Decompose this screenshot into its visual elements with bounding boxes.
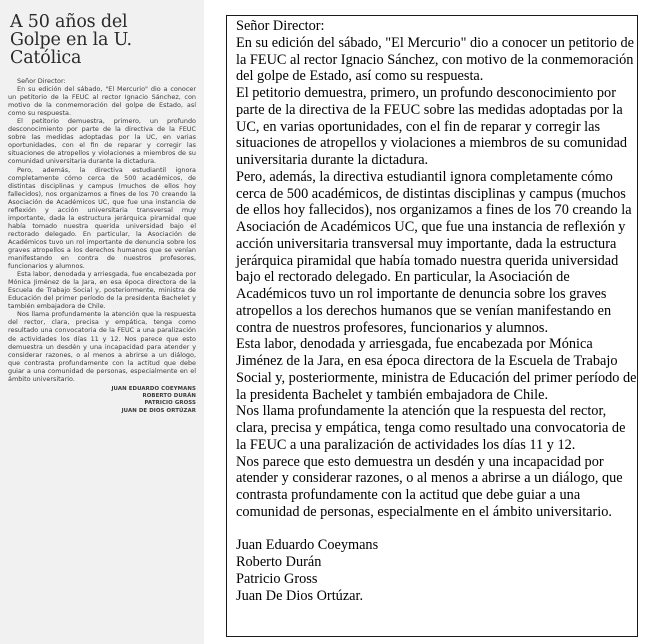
letter-paragraph: En su edición del sábado, "El Mercurio" dio a conocer un petitorio de la FEUC al rector Ignacio Sánchez, con motivo de la conmemoración del golpe de Estado, así como su respuesta. (236, 34, 634, 85)
letter-signature: Patricio Gross (236, 570, 318, 587)
letter-paragraph: Pero, además, la directiva estudiantil ignora completamente cómo cerca de 500 académicos, de distintas disciplinas y campus (muchos de ellos hoy fallecidos), nos organizamos a fines de los 70 creando la Asociación de Académicos UC, que fue una instancia de reflexión y acción universitaria transversal muy importante, dada la estructura jerárquica piramidal que había tomado nuestra querida universidad bajo el rectorado delegado. En particular, la Asociación de Académicos tuvo un rol importante de denuncia sobre los graves atropellos a los derechos humanos que se venían manifestando en contra de nuestros profesores, funcionarios y alumnos. (236, 168, 632, 336)
clipping-headline (10, 13, 196, 67)
clipping-paragraph: Esta labor, denodada y arriesgada, fue encabezada por Mónica Jiménez de la Jara, en esa época directora de la Escuela de Trabajo Social y, posteriormente, ministra de Educación del primer período de la presidenta Bachelet y también embajadora de Chile. (8, 270, 196, 311)
clipping-signature: JUAN EDUARDO COEYMANS (111, 385, 196, 392)
letter-paragraph: Nos llama profundamente la atención que la respuesta del rector, clara, precisa y empática, tenga como resultado una convocatoria de la FEUC a una paralización de actividades los días 11 y 12. (236, 403, 626, 453)
clipping-greeting: Señor Director: (17, 77, 66, 85)
headline-line: Católica (10, 48, 82, 68)
clipping-paragraph: Nos llama profundamente la atención que la respuesta del rector, clara, precisa y empática, tenga como resultado una convocatoria de la FEUC a una paralización de actividades los días 11 y 12. Nos parece que esto demuestra un desdén y una incapacidad para atender y considerar razones, o al menos a abrirse a un diálogo, que contrasta profundamente con la actitud que debe guiar a una comunidad de personas, especialmente en el ámbito universitario. (8, 310, 196, 383)
letter-greeting: Señor Director: (236, 18, 325, 34)
letter-signature: Roberto Durán (236, 554, 322, 570)
clipping-signature: JUAN DE DIOS ORTÚZAR (121, 407, 196, 414)
letter-transcription (226, 15, 638, 637)
clipping-paragraph: En su edición del sábado, "El Mercurio" dio a conocer un petitorio de la FEUC al rector Ignacio Sánchez, con motivo de la conmemoración del golpe de Estado, así como su respuesta. (8, 85, 196, 118)
clipping-paragraph: El petitorio demuestra, primero, un profundo desconocimiento por parte de la directiva de la FEUC sobre las medidas adoptadas por la UC, en varias oportunidades, con el fin de reparar y corregir las situaciones de atropellos y violaciones a miembros de su comunidad universitaria durante la dictadura. (8, 117, 196, 166)
newspaper-clipping (0, 0, 204, 644)
signature-spacer (236, 521, 637, 538)
letter-signature: Juan Eduardo Coeymans (236, 537, 379, 554)
letter-paragraph: Esta labor, denodada y arriesgada, fue encabezada por Mónica Jiménez de la Jara, en esa época directora de la Escuela de Trabajo Social y, posteriormente, ministra de Educación del primer período de la presidenta Bachelet y también embajadora de Chile. (236, 336, 637, 403)
clipping-paragraph: Pero, además, la directiva estudiantil ignora completamente cómo cerca de 500 académicos, de distintas disciplinas y campus (muchos de ellos hoy fallecidos), nos organizamos a fines de los 70 creando la Asociación de Académicos UC, que fue una instancia de reflexión y acción universitaria transversal muy importante, dada la estructura jerárquica piramidal que había tomado nuestra querida universidad bajo el rectorado delegado. En particular, la Asociación de Académicos tuvo un rol importante de denuncia sobre los graves atropellos a los derechos humanos que se venían manifestando en contra de nuestros profesores, funcionarios y alumnos. (8, 165, 196, 271)
headline-line: A 50 años del (10, 12, 128, 32)
clipping-signature: PATRICIO GROSS (144, 400, 196, 407)
letter-paragraph: Nos parece que esto demuestra un desdén y una incapacidad por atender y considerar razones, o al menos a abrirse a un diálogo, que contrasta profundamente con la actitud que debe guiar a una comunidad de personas, especialmente en el ámbito universitario. (236, 453, 623, 520)
letter-paragraph: El petitorio demuestra, primero, un profundo desconocimiento por parte de la directiva de la FEUC sobre las medidas adoptadas por la UC, en varias oportunidades, con el fin de reparar y corregir las situaciones de atropellos y violaciones a miembros de su comunidad universitaria durante la dictadura. (236, 85, 628, 168)
clipping-signature: ROBERTO DURÁN (142, 393, 196, 400)
letter-signature: Juan De Dios Ortúzar. (236, 587, 364, 604)
headline-line: Golpe en la U. (10, 30, 132, 50)
clipping-body (8, 77, 196, 383)
clipping-signatures (8, 386, 196, 415)
